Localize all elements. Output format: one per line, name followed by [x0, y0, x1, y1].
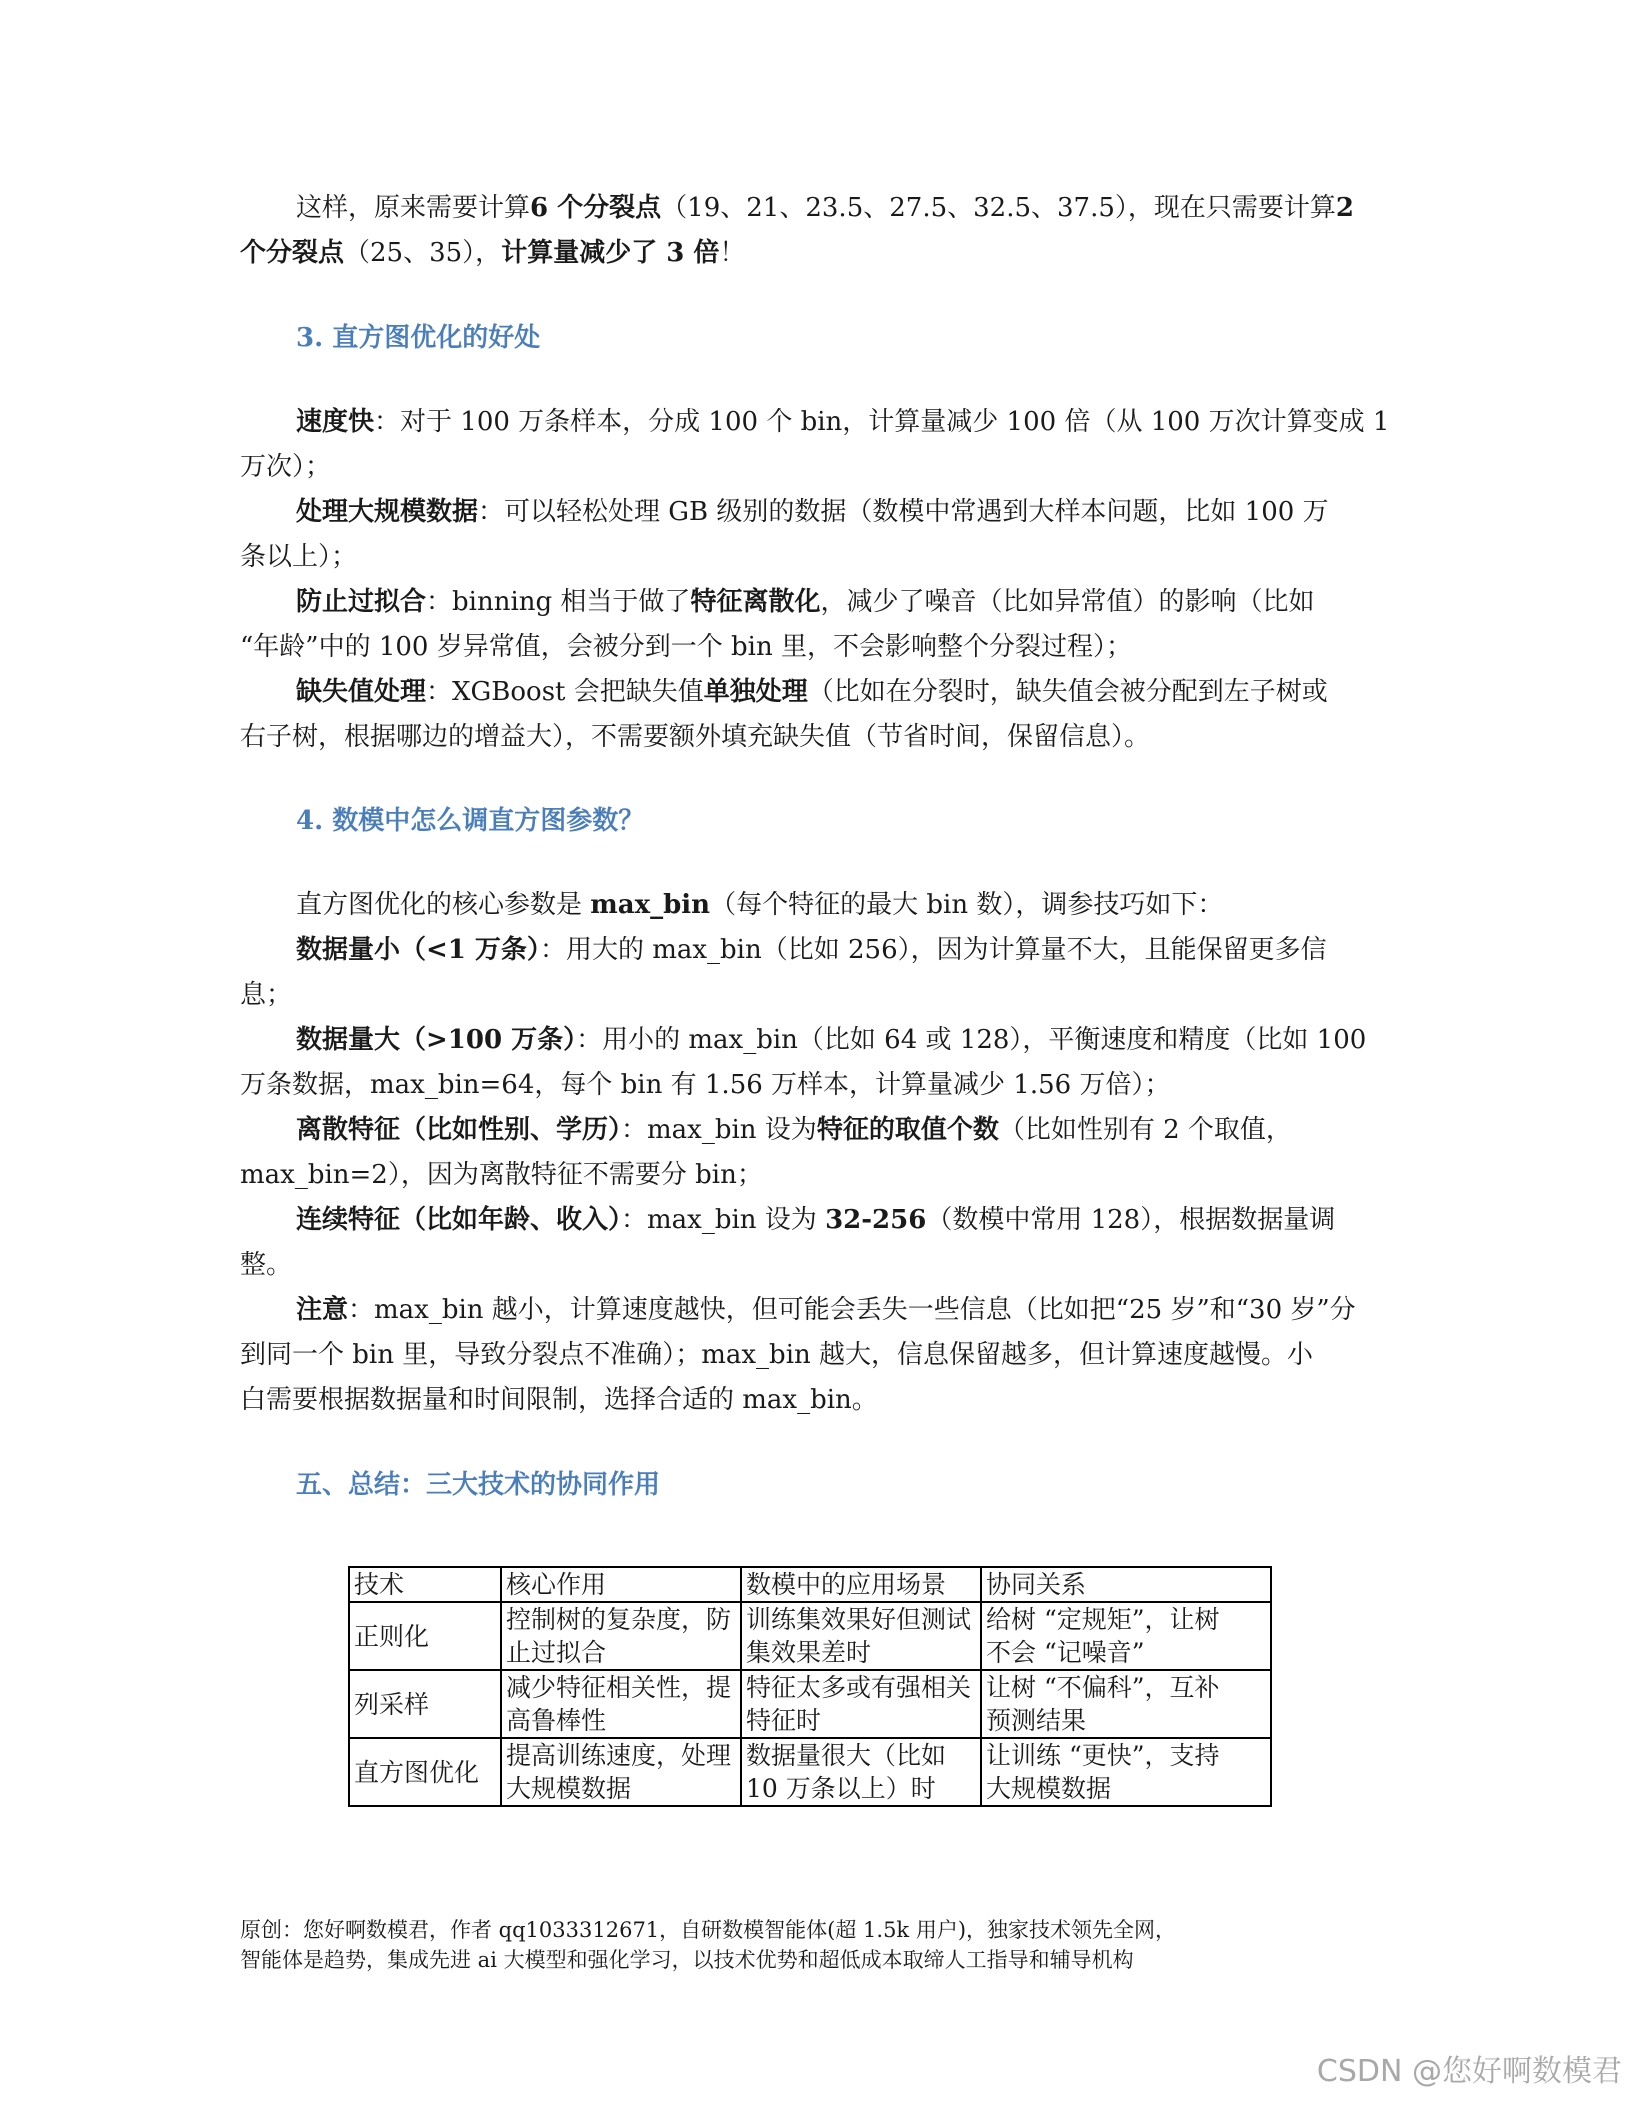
benefit-text: 万次）；	[240, 452, 332, 482]
benefit-text: “年龄”中的 100 岁异常值，会被分到一个 bin 里，不会影响整个分裂过程）；	[240, 632, 1132, 662]
benefit-term: 处理大规模数据	[296, 497, 479, 527]
benefit-text: 条以上）；	[240, 542, 358, 572]
tip-text: ：用大的 max_bin（比如 256），因为计算量不大，且能保留更多信	[539, 935, 1327, 965]
tip-discrete	[240, 1108, 1380, 1198]
benefit-text: ：binning 相当于做了	[426, 587, 691, 617]
tip-bold: 特征的取值个数	[816, 1115, 999, 1145]
benefit-term: 速度快	[296, 407, 375, 437]
table-row	[349, 1602, 1271, 1670]
table-cell-role: 减少特征相关性，提 高鲁棒性	[501, 1670, 741, 1738]
tip-text: max_bin=2），因为离散特征不需要分 bin；	[240, 1160, 763, 1190]
tip-term: 数据量大（>100 万条）	[296, 1025, 577, 1055]
tip-text: ：用小的 max_bin（比如 64 或 128），平衡速度和精度（比如 100	[576, 1025, 1367, 1055]
tip-text: 直方图优化的核心参数是	[296, 890, 591, 920]
table-header-cell: 技术	[349, 1567, 501, 1602]
benefit-term: 缺失值处理	[296, 677, 427, 707]
table-cell-tech: 列采样	[349, 1670, 501, 1738]
section-4-heading: 4. 数模中怎么调直方图参数？	[296, 806, 645, 836]
footer-note	[240, 1915, 1176, 1975]
footer-line: 智能体是趋势，集成先进 ai 大模型和强化学习，以技术优势和超低成本取缔人工指导和辅导机构	[240, 1948, 1134, 1972]
table-header-row	[349, 1567, 1271, 1602]
table-cell-scene: 训练集效果好但测试 集效果差时	[741, 1602, 981, 1670]
tip-text: （比如性别有 2 个取值，	[998, 1115, 1292, 1145]
table-row	[349, 1738, 1271, 1806]
benefit-text: （比如在分裂时，缺失值会被分配到左子树或	[807, 677, 1328, 707]
section-3-heading: 3. 直方图优化的好处	[296, 323, 541, 353]
table-cell-relation: 给树 “定规矩”，让树 不会 “记噪音”	[981, 1602, 1271, 1670]
section-5-heading: 五、总结：三大技术的协同作用	[296, 1470, 661, 1500]
tip-text: （数模中常用 128），根据数据量调	[926, 1205, 1336, 1235]
section-4-intro	[240, 883, 1380, 928]
footer-line: 原创：您好啊数模君，作者 qq1033312671，自研数模智能体(超 1.5k 用户)，独家技术领先全网，	[240, 1918, 1177, 1942]
tip-text: 白需要根据数据量和时间限制，选择合适的 max_bin。	[240, 1385, 878, 1415]
csdn-watermark: CSDN @您好啊数模君	[1316, 2054, 1622, 2089]
tip-text: 万条数据，max_bin=64，每个 bin 有 1.56 万样本，计算量减少 1.56 万倍）；	[240, 1070, 1171, 1100]
benefit-missing	[240, 670, 1380, 760]
intro-text: （25、35），	[344, 238, 502, 268]
tip-term: 连续特征（比如年龄、收入）	[296, 1205, 622, 1235]
tip-text: ：max_bin 越小，计算速度越快，但可能会丢失一些信息（比如把“25 岁”和“30 岁”分	[348, 1295, 1356, 1325]
tip-term: 注意	[296, 1295, 349, 1325]
benefit-bold: 特征离散化	[690, 587, 821, 617]
tip-bold: max_bin	[590, 890, 711, 920]
table-cell-role: 控制树的复杂度，防 止过拟合	[501, 1602, 741, 1670]
table-cell-role: 提高训练速度，处理 大规模数据	[501, 1738, 741, 1806]
summary-table	[348, 1566, 1272, 1807]
benefit-text: ：XGBoost 会把缺失值	[426, 677, 704, 707]
table-cell-scene: 特征太多或有强相关 特征时	[741, 1670, 981, 1738]
table-cell-relation: 让树 “不偏科”，互补 预测结果	[981, 1670, 1271, 1738]
tip-term: 数据量小（<1 万条）	[296, 935, 540, 965]
table-header-cell: 数模中的应用场景	[741, 1567, 981, 1602]
benefit-text: ，减少了噪音（比如异常值）的影响（比如	[820, 587, 1315, 617]
table-cell-tech: 直方图优化	[349, 1738, 501, 1806]
tip-bold: 32-256	[825, 1205, 927, 1235]
tip-text: （每个特征的最大 bin 数），调参技巧如下：	[710, 890, 1224, 920]
tip-text: 息；	[240, 980, 293, 1010]
benefit-large-data	[240, 490, 1380, 580]
table-header-cell: 协同关系	[981, 1567, 1271, 1602]
tip-small-data	[240, 928, 1380, 1018]
intro-line-2	[240, 231, 1380, 276]
benefit-text: ：可以轻松处理 GB 级别的数据（数模中常遇到大样本问题，比如 100 万	[478, 497, 1329, 527]
benefit-text: ：对于 100 万条样本，分成 100 个 bin，计算量减少 100 倍（从 100 万次计算变成 1	[374, 407, 1390, 437]
tip-text: 到同一个 bin 里，导致分裂点不准确）；max_bin 越大，信息保留越多，但计算速度越慢。小	[240, 1340, 1314, 1370]
benefit-term: 防止过拟合	[296, 587, 427, 617]
tip-text: ：max_bin 设为	[621, 1205, 826, 1235]
tip-text: ：max_bin 设为	[621, 1115, 817, 1145]
benefit-text: 右子树，根据哪边的增益大），不需要额外填充缺失值（节省时间，保留信息）。	[240, 722, 1151, 752]
tip-continuous	[240, 1198, 1380, 1288]
intro-bold-six-points: 6 个分裂点	[530, 193, 662, 223]
table-row	[349, 1670, 1271, 1738]
benefit-bold: 单独处理	[703, 677, 808, 707]
intro-text: ！	[719, 238, 746, 268]
benefit-overfit	[240, 580, 1380, 670]
intro-bold-reduced: 计算量减少了 3 倍	[501, 238, 720, 268]
table-header-cell: 核心作用	[501, 1567, 741, 1602]
intro-text: （19、21、23.5、27.5、32.5、37.5），现在只需要计算	[661, 193, 1336, 223]
table-cell-relation: 让训练 “更快”，支持 大规模数据	[981, 1738, 1271, 1806]
intro-line-1	[240, 186, 1380, 231]
intro-paragraph	[240, 186, 1380, 276]
intro-bold-two: 2	[1335, 193, 1354, 223]
tip-text: 整。	[240, 1250, 293, 1280]
table-cell-tech: 正则化	[349, 1602, 501, 1670]
tip-large-data	[240, 1018, 1380, 1108]
benefit-speed	[240, 400, 1390, 490]
tip-note	[240, 1288, 1380, 1423]
intro-bold-points: 个分裂点	[240, 238, 345, 268]
intro-text: 这样，原来需要计算	[296, 193, 531, 223]
table-cell-scene: 数据量很大（比如 10 万条以上）时	[741, 1738, 981, 1806]
tip-term: 离散特征（比如性别、学历）	[296, 1115, 622, 1145]
